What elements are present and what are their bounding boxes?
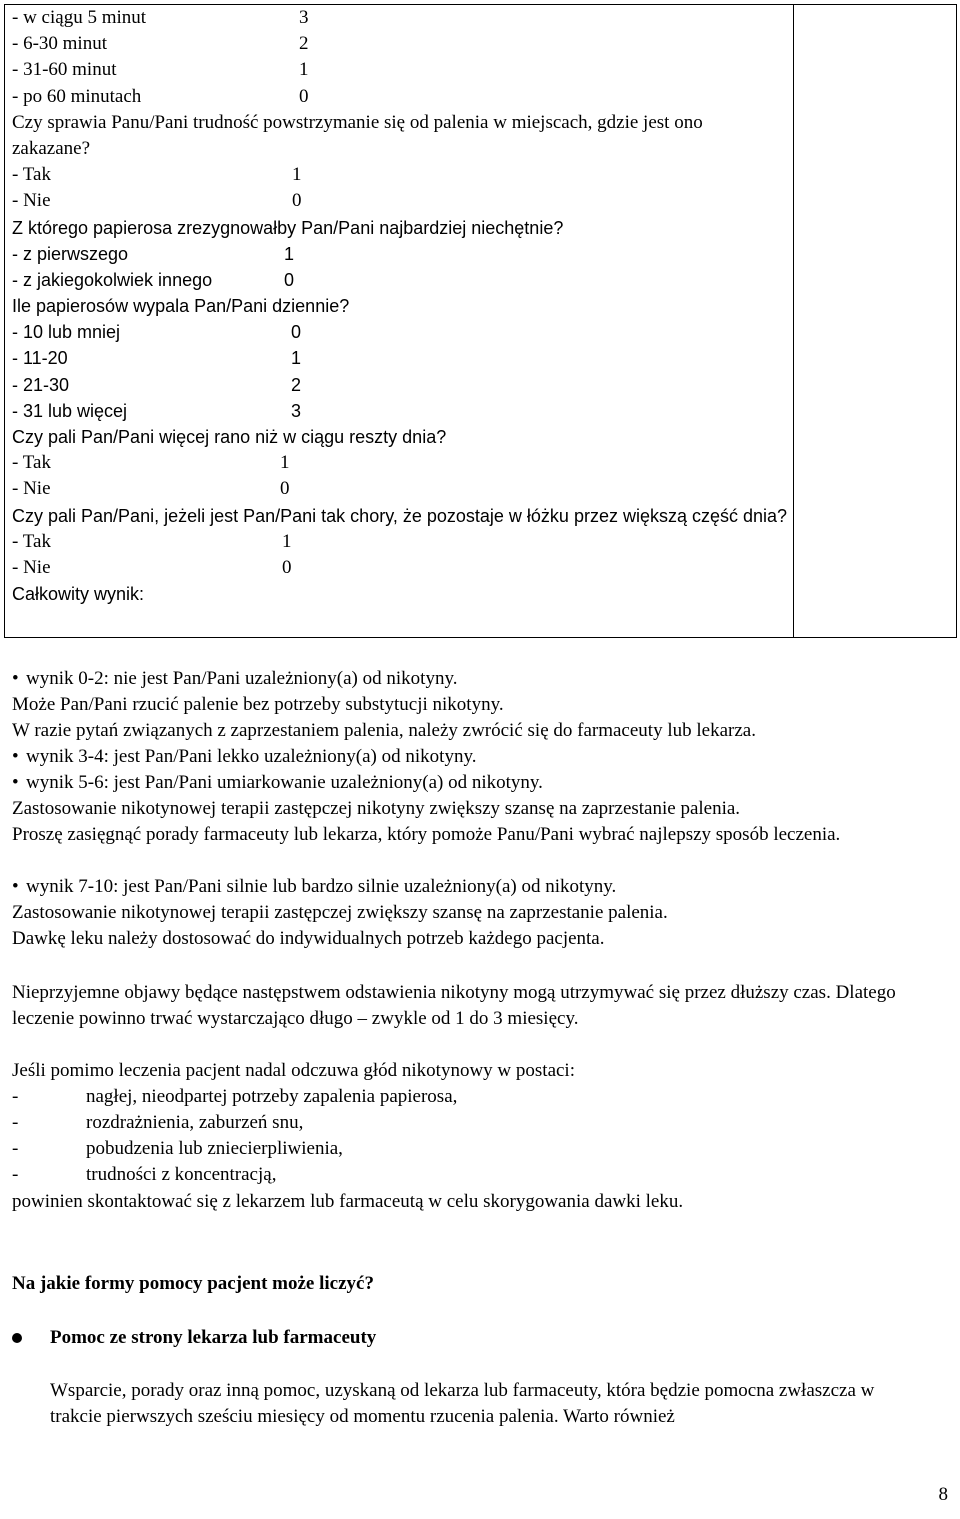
option-row [12, 188, 792, 214]
result-item [12, 666, 457, 692]
list-item: - trudności z koncentracją, [12, 1164, 277, 1185]
option-label: - 31 lub więcej [12, 400, 128, 421]
question-text: Z którego papierosa zrezygnowałby Pan/Pani najbardziej niechętnie? [12, 217, 564, 238]
list-item-text: pobudzenia lub zniecierpliwienia, [86, 1138, 343, 1159]
option-row [12, 529, 792, 555]
result-note: Dawkę leku należy dostosować do indywidualnych potrzeb każdego pacjenta. [12, 928, 605, 949]
option-score: 0 [292, 190, 302, 212]
bullet-icon: • [12, 876, 19, 897]
craving-outro: powinien skontaktować się z lekarzem lub farmaceutą w celu skorygowania dawki leku. [12, 1191, 684, 1212]
option-score: 1 [292, 164, 302, 186]
option-score: 2 [299, 33, 309, 55]
bullet-icon [12, 1333, 22, 1343]
option-label: - Nie [12, 556, 51, 578]
result-item [12, 770, 543, 796]
option-score: 2 [291, 374, 302, 395]
option-score: 1 [291, 348, 302, 369]
option-row [12, 84, 792, 110]
questionnaire-table [4, 4, 957, 638]
option-row [12, 241, 792, 267]
bullet-icon: • [12, 772, 19, 793]
option-label: - w ciągu 5 minut [12, 7, 147, 28]
option-row [12, 319, 792, 345]
help-paragraph: Wsparcie, porady oraz inną pomoc, uzyskaną od lekarza lub farmaceuty, która będzie pomocna zwłaszcza w trakcie pierwszych sześciu miesięcy od momentu rzucenia palenia. Warto również [50, 1380, 875, 1427]
option-score: 3 [299, 7, 309, 28]
option-label: - Tak [12, 452, 51, 474]
question-text: Ile papierosów wypala Pan/Pani dziennie? [12, 296, 350, 317]
option-row [12, 31, 792, 57]
option-row [12, 398, 792, 424]
option-label: - 11-20 [12, 348, 68, 369]
result-item [12, 744, 476, 770]
option-row [12, 450, 792, 476]
total-score-label: Całkowity wynik: [12, 584, 145, 605]
option-score: 0 [284, 269, 295, 290]
option-row [12, 57, 792, 83]
section-heading: Na jakie formy pomocy pacjent może liczyć? [12, 1273, 374, 1294]
option-label: - Nie [12, 190, 51, 212]
list-item-text: rozdrażnienia, zaburzeń snu, [86, 1112, 304, 1133]
craving-intro: Jeśli pomimo leczenia pacjent nadal odczuwa głód nikotynowy w postaci: [12, 1060, 575, 1081]
result-text: wynik 5-6: jest Pan/Pani umiarkowanie uzależniony(a) od nikotyny. [26, 772, 543, 793]
result-text: wynik 7-10: jest Pan/Pani silnie lub bardzo silnie uzależniony(a) od nikotyny. [26, 876, 617, 897]
option-label: - 6-30 minut [12, 33, 107, 55]
option-row [12, 267, 792, 293]
question-text: Czy sprawia Panu/Pani trudność powstrzymanie się od palenia w miejscach, gdzie jest ono zakazane? [12, 111, 703, 159]
list-item-text: nagłej, nieodpartej potrzeby zapalenia papierosa, [86, 1086, 458, 1107]
option-score: 1 [280, 452, 290, 474]
option-score: 1 [282, 530, 292, 552]
option-label: - z jakiegokolwiek innego [12, 269, 213, 290]
list-item-text: trudności z koncentracją, [86, 1164, 277, 1185]
option-row [12, 476, 792, 502]
list-item: - pobudzenia lub zniecierpliwienia, [12, 1138, 343, 1159]
result-note: W razie pytań związanych z zaprzestaniem palenia, należy zwrócić się do farmaceuty lub lekarza. [12, 720, 756, 741]
questions-column [12, 5, 792, 607]
option-label: - Tak [12, 530, 51, 552]
option-score: 0 [291, 322, 302, 343]
page-number: 8 [938, 1484, 948, 1505]
section-subheading: Pomoc ze strony lekarza lub farmaceuty [50, 1327, 377, 1348]
option-label: - z pierwszego [12, 243, 129, 264]
result-note: Proszę zasięgnąć porady farmaceuty lub lekarza, który pomoże Panu/Pani wybrać najlepszy sposób leczenia. [12, 824, 841, 845]
option-label: - Tak [12, 164, 51, 186]
bullet-icon: • [12, 746, 19, 767]
option-label: - 10 lub mniej [12, 322, 121, 343]
option-score: 1 [299, 59, 309, 81]
option-row [12, 372, 792, 398]
option-label: - po 60 minutach [12, 85, 142, 107]
question-text: Czy pali Pan/Pani więcej rano niż w ciągu reszty dnia? [12, 427, 447, 448]
option-row [12, 162, 792, 188]
bullet-icon: • [12, 668, 19, 689]
option-label: - 31-60 minut [12, 59, 117, 81]
option-row [12, 345, 792, 371]
table-column-divider [793, 5, 794, 637]
question-text: Czy pali Pan/Pani, jeżeli jest Pan/Pani tak chory, że pozostaje w łóżku przez większą część dnia? [12, 505, 788, 526]
result-text: wynik 0-2: nie jest Pan/Pani uzależniony(a) od nikotyny. [26, 668, 458, 689]
option-row [12, 5, 792, 31]
option-row [12, 555, 792, 581]
option-score: 1 [284, 243, 295, 264]
option-score: 0 [299, 85, 309, 107]
result-item [12, 874, 616, 900]
option-score: 0 [282, 556, 292, 578]
withdrawal-paragraph: Nieprzyjemne objawy będące następstwem odstawienia nikotyny mogą utrzymywać się przez dłuższy czas. Dlatego leczenie powinno trwać wystarczająco długo – zwykle od 1 do 3 miesięcy. [12, 982, 896, 1029]
option-score: 3 [291, 400, 302, 421]
result-note: Zastosowanie nikotynowej terapii zastępczej nikotyny zwiększy szansę na zaprzestanie palenia. [12, 798, 741, 819]
result-note: Może Pan/Pani rzucić palenie bez potrzeby substytucji nikotyny. [12, 694, 504, 715]
result-text: wynik 3-4: jest Pan/Pani lekko uzależniony(a) od nikotyny. [26, 746, 477, 767]
list-item: - nagłej, nieodpartej potrzeby zapalenia papierosa, [12, 1086, 458, 1107]
list-item: - rozdrażnienia, zaburzeń snu, [12, 1112, 304, 1133]
result-note: Zastosowanie nikotynowej terapii zastępczej zwiększy szansę na zaprzestanie palenia. [12, 902, 668, 923]
option-label: - Nie [12, 478, 51, 500]
option-label: - 21-30 [12, 374, 70, 395]
option-score: 0 [280, 478, 290, 500]
